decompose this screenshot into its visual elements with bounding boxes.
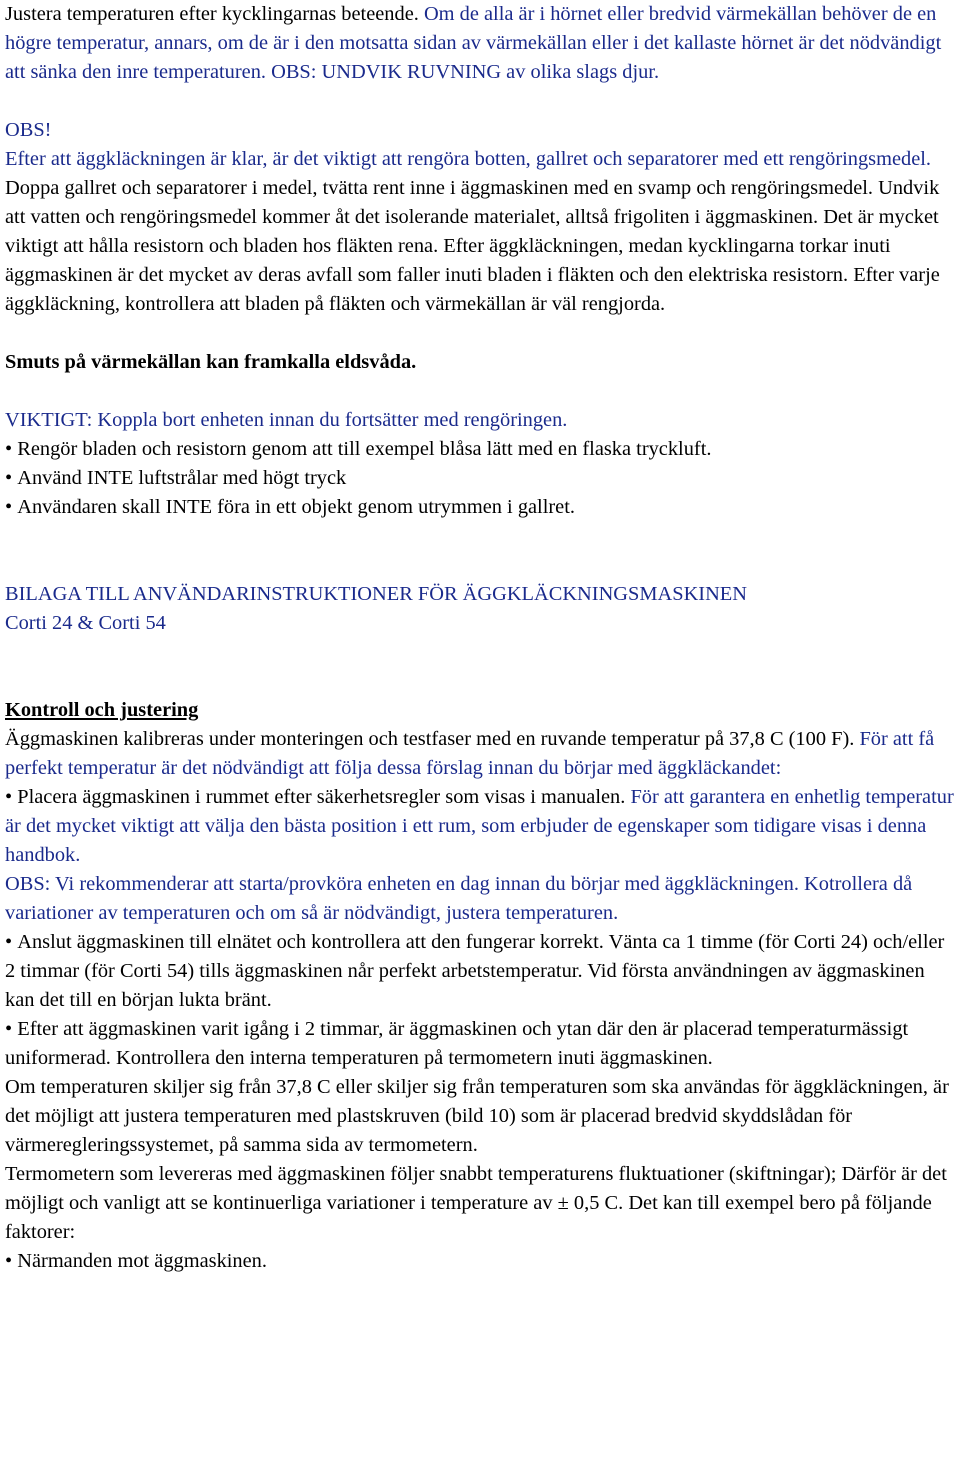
text-run: OBS: UNDVIK RUVNING av olika slags djur. [266, 61, 660, 83]
text-run: Kotrollera då variationer av temperaturen och om så är nödvändigt, justera temperaturen. [5, 873, 913, 924]
text-run: Termometern som levereras med äggmaskinen följer snabbt temperaturens fluktuationer (skiftningar); Därför är det möjligt och vanligt att se kontinuerliga variationer i temperature av ± 0,5 C. [5, 1163, 947, 1214]
paragraph-temperature-adjust: Om temperaturen skiljer sig från 37,8 C eller skiljer sig från temperaturen som ska användas för äggkläckningen, är det möjligt att justera temperaturen med plastskruven (bild 10) som är placerad bredvid skyddslådan för värmeregleringssystemet, på samma sida av termometern. [5, 1076, 949, 1156]
spacer [5, 319, 955, 348]
text-run: Efter varje äggkläckning, kontrollera att bladen på fläkten och värmekällan är väl rengjorda. [5, 264, 940, 315]
paragraph-thermometer [5, 1160, 955, 1247]
text-run: Det kan till exempel bero på följande faktorer: [5, 1192, 932, 1243]
text-run: Placera äggmaskinen i rummet efter säkerhetsregler som visas i manualen. [17, 786, 626, 808]
text-run: Äggmaskinen kalibreras under monteringen och testfaser med en ruvande temperatur på 37,8 C (100 F). [5, 728, 855, 750]
text-run: OBS: Vi rekommenderar att starta/provköra enheten en dag innan du börjar med äggkläckningen. [5, 873, 799, 895]
text-run: Doppa gallret och separatorer i medel, tvätta rent inne i äggmaskinen med en svamp och rengöringsmedel. [5, 177, 874, 199]
text-run: Anslut äggmaskinen till elnätet och kontrollera att den fungerar korrekt. [17, 931, 604, 953]
text-run: Det är mycket viktigt att hålla resistorn och bladen hos fläkten rena. [5, 206, 939, 257]
appendix-models: Corti 24 & Corti 54 [5, 612, 166, 634]
list-item [5, 1015, 955, 1073]
important-notice: VIKTIGT: Koppla bort enheten innan du fortsätter med rengöringen. [5, 409, 568, 431]
appendix-title: BILAGA TILL ANVÄNDARINSTRUKTIONER FÖR ÄGGKLÄCKNINGSMASKINEN [5, 583, 747, 605]
list-item [5, 928, 955, 1015]
list-item: • Användaren skall INTE föra in ett objekt genom utrymmen i gallret. [5, 493, 955, 522]
spacer [5, 638, 955, 696]
paragraph-cleaning [5, 145, 955, 319]
section-heading-control: Kontroll och justering [5, 699, 199, 721]
obs-heading: OBS! [5, 119, 52, 141]
text-run: Efter att äggkläckningen är klar, är det viktigt att rengöra botten, gallret och separatorer med ett rengöringsmedel. [5, 148, 932, 170]
list-item [5, 783, 955, 870]
spacer [5, 522, 955, 580]
text-run: Om de alla är i hörnet eller bredvid värmekällan behöver de en högre temperatur, annars, om de är i den motsatta sidan av värmekällan eller i det kallaste hörnet är det nödvändigt att sänka den inre temperaturen. [5, 3, 942, 83]
paragraph-temperature-behaviour [5, 0, 955, 87]
fire-warning: Smuts på värmekällan kan framkalla eldsvåda. [5, 351, 417, 373]
spacer [5, 87, 955, 116]
text-run: Vänta ca 1 timme (för Corti 24) och/eller 2 timmar (för Corti 54) tills äggmaskinen når perfekt arbetstemperatur. [5, 931, 945, 982]
text-run: Kontrollera den interna temperaturen på termometern inuti äggmaskinen. [110, 1047, 713, 1069]
paragraph-calibration [5, 725, 955, 783]
list-item: • Rengör bladen och resistorn genom att till exempel blåsa lätt med en flaska tryckluft. [5, 435, 955, 464]
text-run: Efter äggkläckningen, medan kycklingarna torkar inuti äggmaskinen är det mycket av deras avfall som faller inuti bladen i fläkten och den elektriska resistorn. [5, 235, 891, 286]
list-item: • Använd INTE luftstrålar med högt tryck [5, 464, 955, 493]
text-run: Efter att äggmaskinen varit igång i 2 timmar, är äggmaskinen och ytan där den är placerad temperaturmässigt uniformerad. [5, 1018, 909, 1069]
list-item: • Närmanden mot äggmaskinen. [5, 1247, 955, 1276]
text-run: Vid första användningen av äggmaskinen kan det till en början lukta bränt. [5, 960, 925, 1011]
document-page [5, 0, 955, 1276]
text-run: Undvik att vatten och rengöringsmedel kommer åt det isolerande materialet, alltså frigoliten i äggmaskinen. [5, 177, 940, 228]
spacer [5, 377, 955, 406]
text-run: Justera temperaturen efter kycklingarnas beteende. [5, 3, 419, 25]
text-run: För att få perfekt temperatur är det nödvändigt att följa dessa förslag innan du börjar med äggkläckandet: [5, 728, 935, 779]
obs-recommendation [5, 870, 955, 928]
text-run: För att garantera en enhetlig temperatur är det mycket viktigt att välja den bästa position i ett rum, som erbjuder de egenskaper som tidigare visas i denna handbok. [5, 786, 954, 866]
